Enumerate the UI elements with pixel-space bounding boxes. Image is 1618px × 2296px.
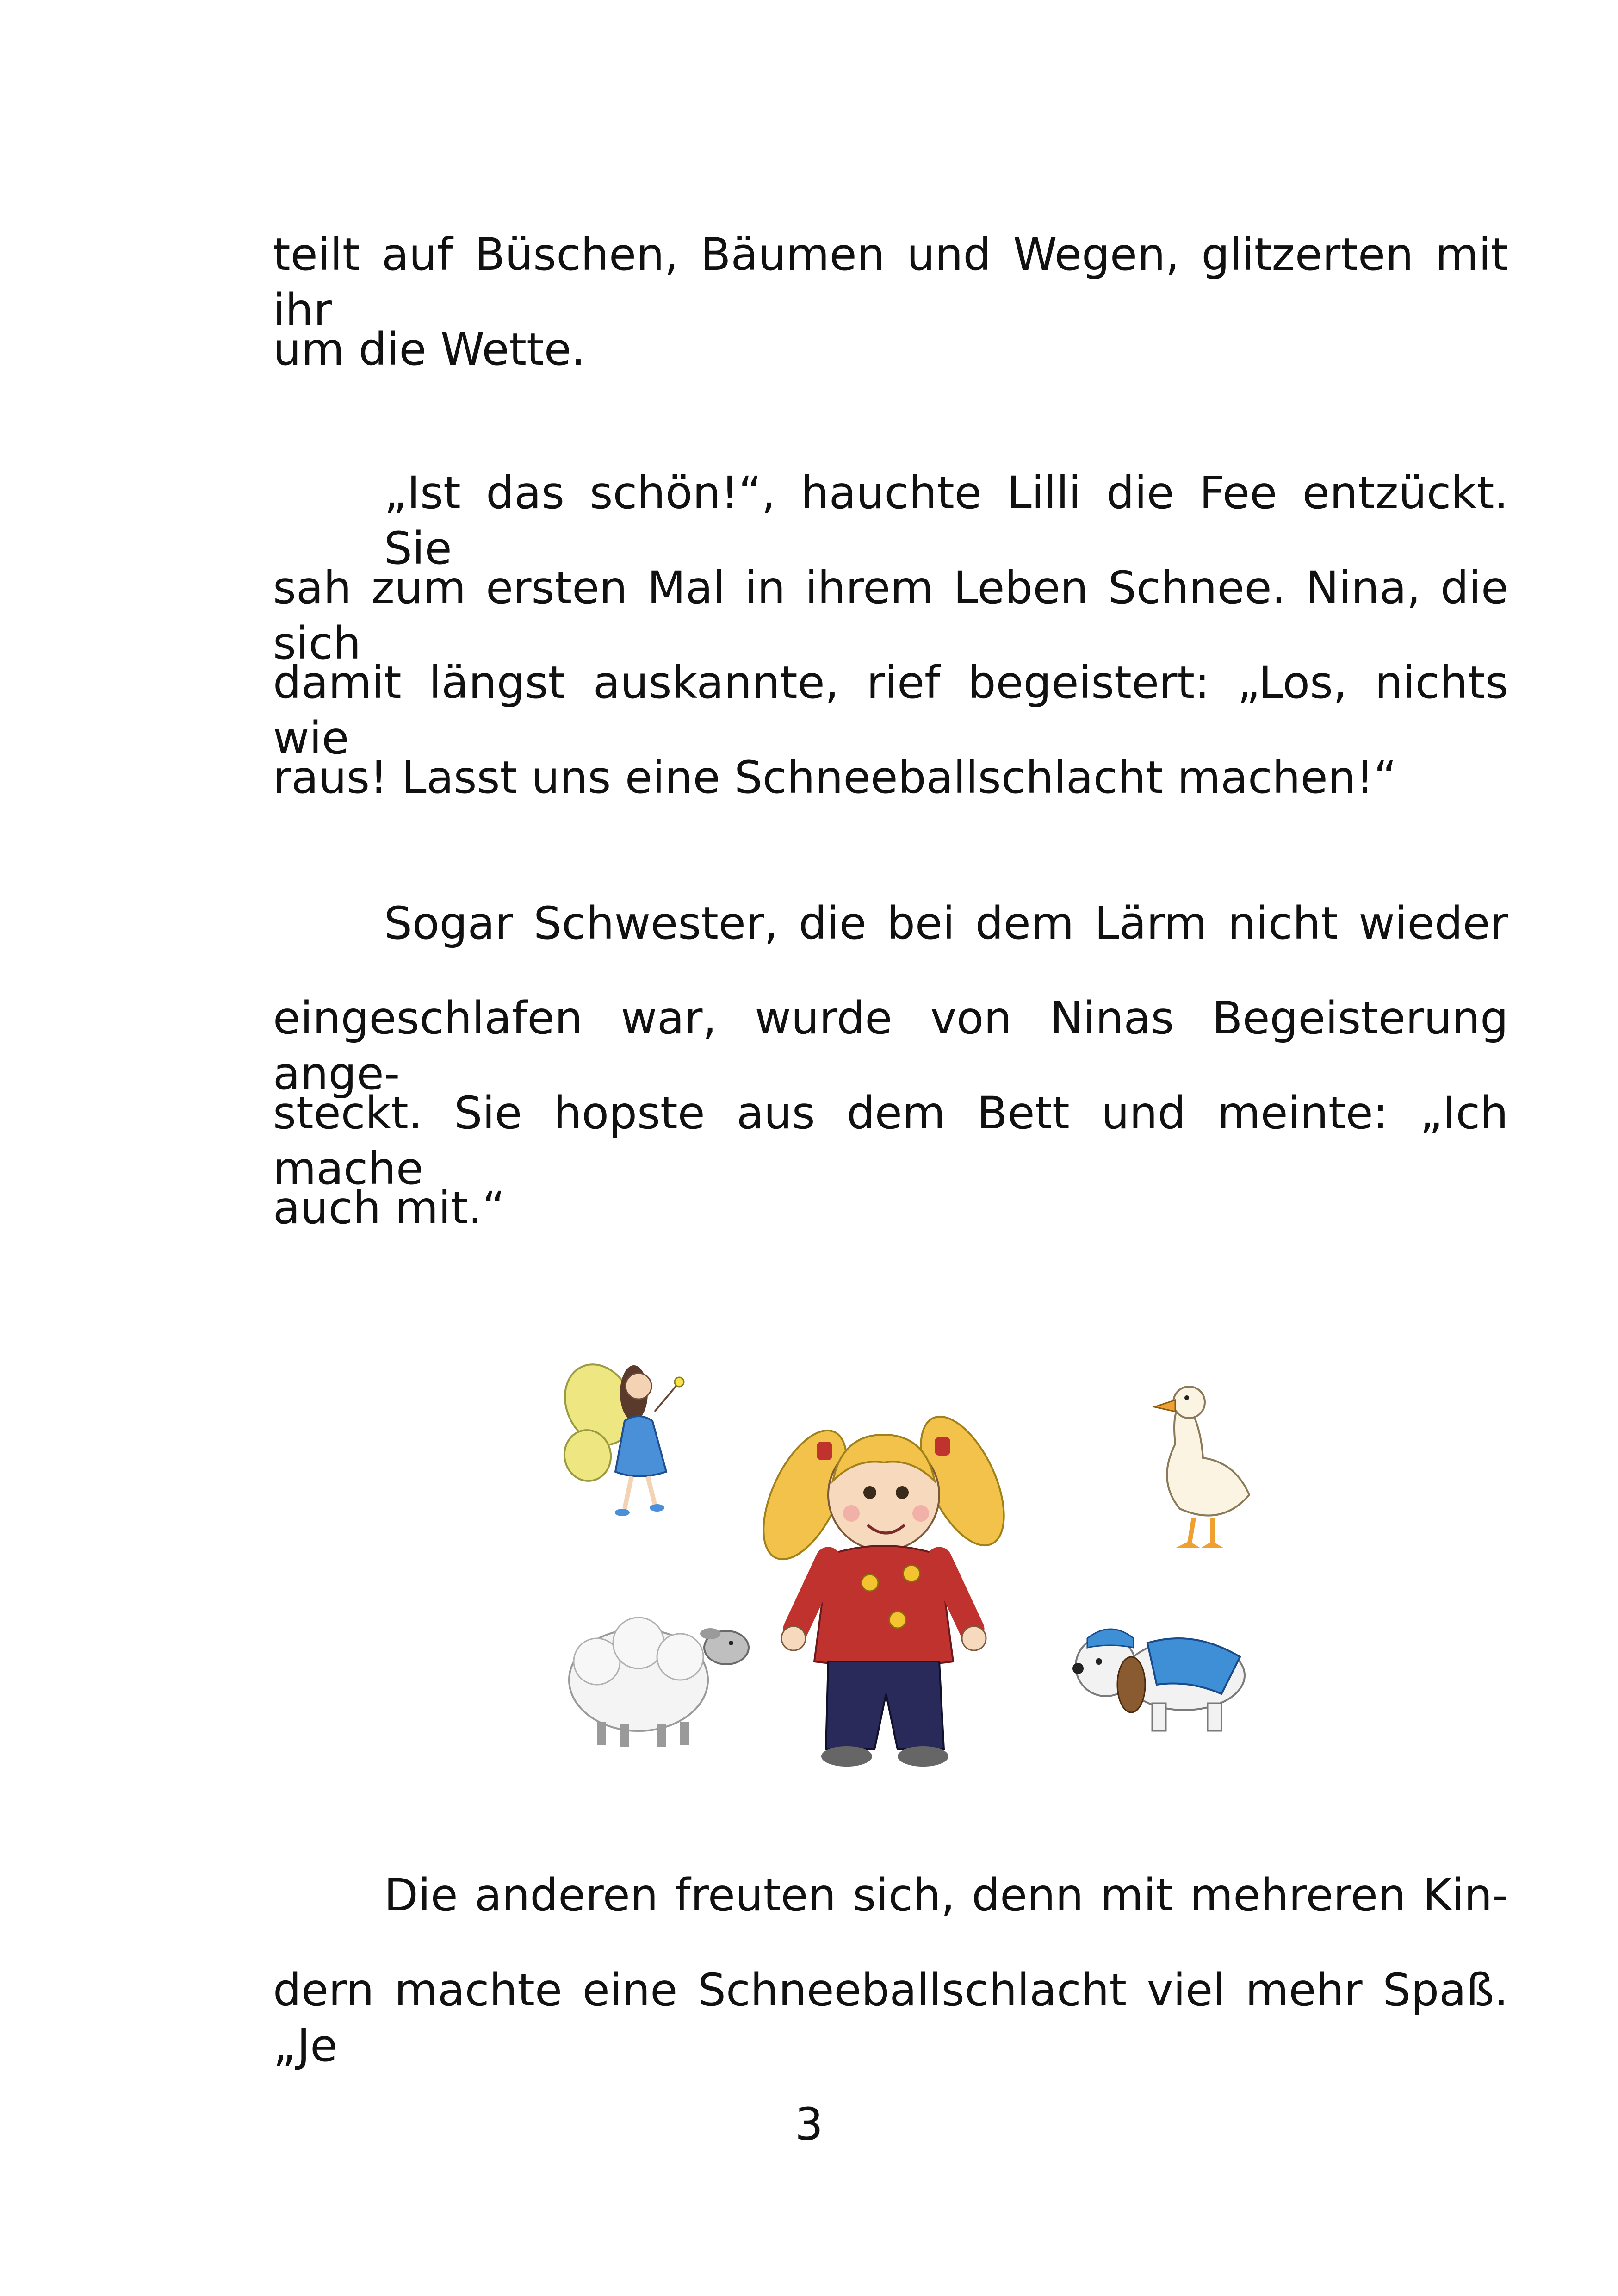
fairy-figure [555,1353,684,1516]
text-line-1: teilt auf Büschen, Bäumen und Wegen, glitzerten mit ihr [273,229,1508,336]
text-line-4: sah zum ersten Mal in ihrem Leben Schnee. Nina, die sich [273,562,1508,669]
text-line-10: auch mit.“ [273,1182,505,1234]
text-line-6: raus! Lasst uns eine Schneeballschlacht machen!“ [273,752,1397,803]
sheep-figure [569,1618,749,1747]
text-line-3: „Ist das schön!“, hauchte Lilli die Fee entzückt. Sie [384,467,1508,574]
goose-figure [1154,1387,1249,1548]
text-line-5: damit längst auskannte, rief begeistert: „Los, nichts wie [273,657,1508,764]
dog-figure [1072,1629,1245,1731]
text-line-2: um die Wette. [273,324,586,375]
girl-figure [746,1404,1021,1767]
text-line-8: eingeschlafen war, wurde von Ninas Begeisterung ange- [273,992,1508,1100]
text-line-7: Sogar Schwester, die bei dem Lärm nicht wieder [384,897,1508,949]
text-line-12: dern machte eine Schneeballschlacht viel mehr Spaß. „Je [273,1964,1508,2072]
characters-illustration [555,1342,1258,1782]
text-line-11: Die anderen freuten sich, denn mit mehreren Kin- [384,1869,1508,1921]
text-line-9: steckt. Sie hopste aus dem Bett und meinte: „Ich mache [273,1087,1508,1195]
page-number: 3 [794,2098,824,2150]
